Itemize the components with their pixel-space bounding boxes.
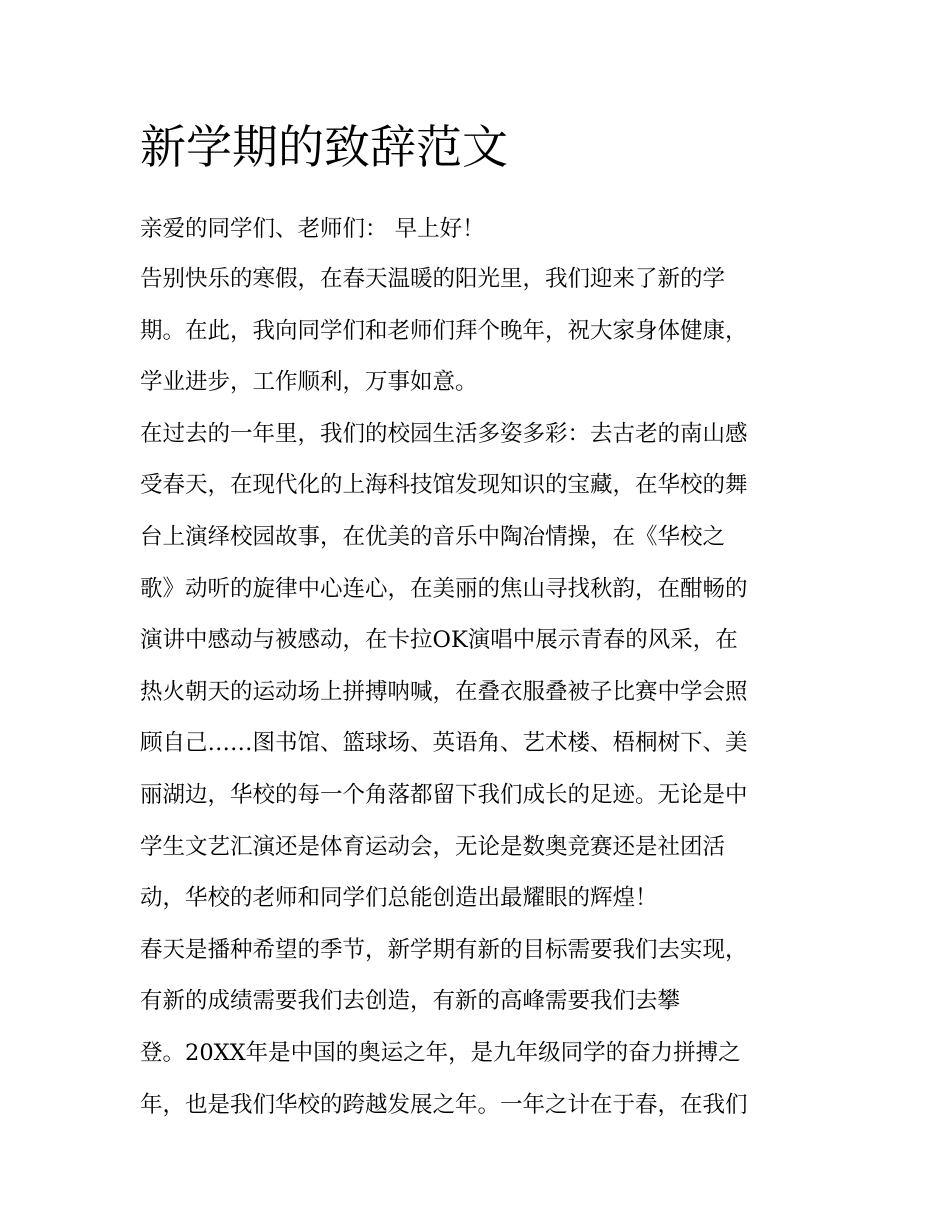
body-line: 顾自己……图书馆、篮球场、英语角、艺术楼、梧桐树下、美 — [140, 730, 748, 757]
body-line: 期。在此，我向同学们和老师们拜个晚年，祝大家身体健康， — [140, 317, 748, 344]
body-line: 歌》动听的旋律中心连心，在美丽的焦山寻找秋韵，在酣畅的 — [140, 575, 748, 602]
body-line: 动，华校的老师和同学们总能创造出最耀眼的辉煌！ — [140, 885, 658, 912]
body-line: 有新的成绩需要我们去创造，有新的高峰需要我们去攀 — [140, 988, 681, 1015]
body-line: 受春天，在现代化的上海科技馆发现知识的宝藏，在华校的舞 — [140, 472, 748, 499]
document-page — [140, 116, 820, 1131]
body-line: 学生文艺汇演还是体育运动会，无论是数奥竞赛还是社团活 — [140, 833, 726, 860]
body-line: 热火朝天的运动场上拼搏呐喊，在叠衣服叠被子比赛中学会照 — [140, 678, 748, 705]
body-line: 台上演绎校园故事，在优美的音乐中陶冶情操，在《华校之 — [140, 523, 726, 550]
body-line: 在过去的一年里，我们的校园生活多姿多彩：去古老的南山感 — [140, 420, 748, 447]
body-line: 告别快乐的寒假，在春天温暖的阳光里，我们迎来了新的学 — [140, 266, 726, 292]
body-line: 丽湖边，华校的每一个角落都留下我们成长的足迹。无论是中 — [140, 781, 748, 808]
body-line: 年，也是我们华校的跨越发展之年。一年之计在于春，在我们 — [140, 1091, 748, 1118]
body-line: 演讲中感动与被感动，在卡拉OK演唱中展示青春的风采，在 — [140, 627, 738, 654]
document-body — [140, 204, 820, 1131]
body-line: 学业进步，工作顺利，万事如意。 — [140, 369, 478, 396]
body-line-greeting: 亲爱的同学们、老师们： 早上好！ — [140, 216, 485, 242]
document-title: 新学期的致辞范文 — [140, 120, 508, 174]
body-line: 登。20XX年是中国的奥运之年，是九年级同学的奋力拼搏之 — [140, 1039, 741, 1066]
body-line: 春天是播种希望的季节，新学期有新的目标需要我们去实现， — [140, 936, 748, 963]
